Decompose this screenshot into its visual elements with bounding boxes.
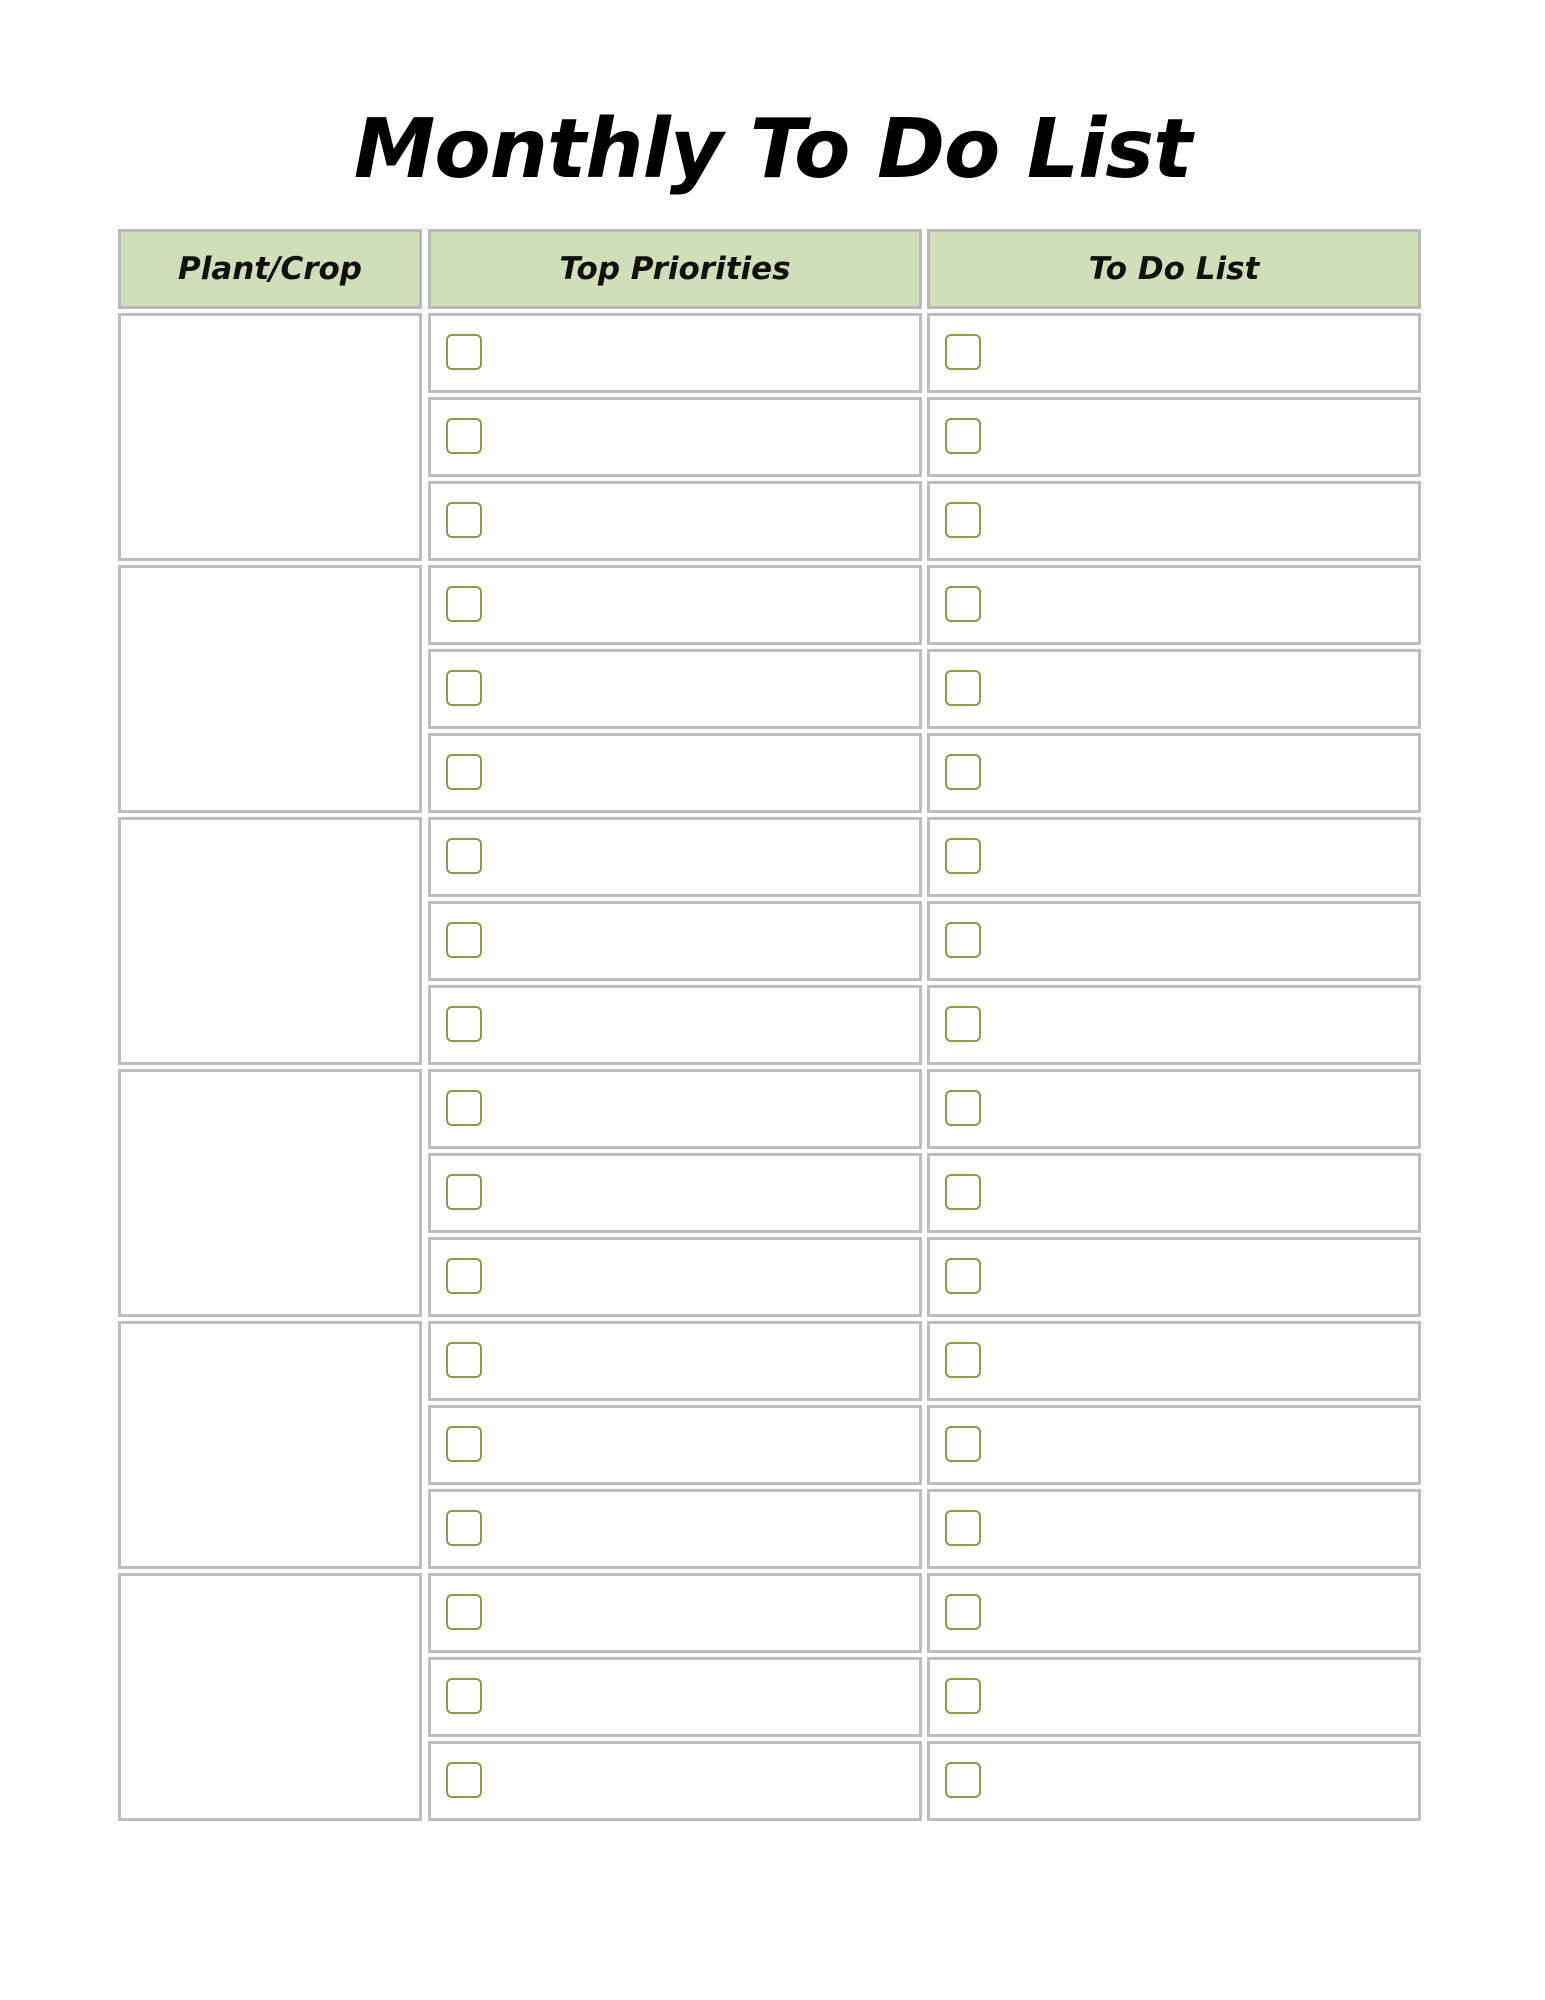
top-priority-checkbox[interactable] <box>446 1342 482 1378</box>
to-do-checkbox[interactable] <box>945 1762 981 1798</box>
top-priority-checkbox[interactable] <box>446 838 482 874</box>
top-priority-checkbox[interactable] <box>446 670 482 706</box>
top-priority-row[interactable] <box>428 985 922 1065</box>
top-priority-checkbox[interactable] <box>446 1678 482 1714</box>
to-do-checkbox[interactable] <box>945 1594 981 1630</box>
top-priority-checkbox[interactable] <box>446 754 482 790</box>
to-do-checkbox[interactable] <box>945 1678 981 1714</box>
to-do-checkbox[interactable] <box>945 1174 981 1210</box>
top-priority-row[interactable] <box>428 1237 922 1317</box>
top-priority-row[interactable] <box>428 1405 922 1485</box>
to-do-checkbox[interactable] <box>945 418 981 454</box>
top-priority-row[interactable] <box>428 649 922 729</box>
top-priority-row[interactable] <box>428 1321 922 1401</box>
to-do-checkbox[interactable] <box>945 1426 981 1462</box>
top-priority-row[interactable] <box>428 1153 922 1233</box>
top-priority-checkbox[interactable] <box>446 1258 482 1294</box>
top-priority-row[interactable] <box>428 397 922 477</box>
plant-crop-cell[interactable] <box>118 817 422 1065</box>
to-do-checkbox[interactable] <box>945 922 981 958</box>
top-priority-checkbox[interactable] <box>446 1090 482 1126</box>
top-priority-row[interactable] <box>428 1489 922 1569</box>
top-priority-row[interactable] <box>428 1573 922 1653</box>
column-header-to-do-list: To Do List <box>927 229 1421 309</box>
plant-crop-cell[interactable] <box>118 565 422 813</box>
top-priority-row[interactable] <box>428 1069 922 1149</box>
top-priority-row[interactable] <box>428 817 922 897</box>
to-do-row[interactable] <box>927 1657 1421 1737</box>
top-priority-checkbox[interactable] <box>446 922 482 958</box>
to-do-row[interactable] <box>927 649 1421 729</box>
to-do-row[interactable] <box>927 1741 1421 1821</box>
top-priority-row[interactable] <box>428 901 922 981</box>
top-priority-row[interactable] <box>428 481 922 561</box>
top-priority-row[interactable] <box>428 565 922 645</box>
top-priority-row[interactable] <box>428 1741 922 1821</box>
top-priority-row[interactable] <box>428 313 922 393</box>
to-do-checkbox[interactable] <box>945 838 981 874</box>
plant-crop-cell[interactable] <box>118 1069 422 1317</box>
top-priority-checkbox[interactable] <box>446 1006 482 1042</box>
top-priority-row[interactable] <box>428 733 922 813</box>
top-priority-row[interactable] <box>428 1657 922 1737</box>
to-do-row[interactable] <box>927 1405 1421 1485</box>
to-do-checkbox[interactable] <box>945 1510 981 1546</box>
top-priority-checkbox[interactable] <box>446 1762 482 1798</box>
top-priority-checkbox[interactable] <box>446 1174 482 1210</box>
to-do-checkbox[interactable] <box>945 1342 981 1378</box>
top-priority-checkbox[interactable] <box>446 1594 482 1630</box>
top-priority-checkbox[interactable] <box>446 334 482 370</box>
to-do-row[interactable] <box>927 1069 1421 1149</box>
to-do-checkbox[interactable] <box>945 502 981 538</box>
to-do-row[interactable] <box>927 481 1421 561</box>
plant-crop-cell[interactable] <box>118 313 422 561</box>
to-do-row[interactable] <box>927 397 1421 477</box>
to-do-checkbox[interactable] <box>945 1006 981 1042</box>
top-priority-checkbox[interactable] <box>446 586 482 622</box>
to-do-row[interactable] <box>927 985 1421 1065</box>
top-priority-checkbox[interactable] <box>446 502 482 538</box>
to-do-row[interactable] <box>927 565 1421 645</box>
to-do-checkbox[interactable] <box>945 1090 981 1126</box>
plant-crop-cell[interactable] <box>118 1321 422 1569</box>
to-do-row[interactable] <box>927 1153 1421 1233</box>
to-do-row[interactable] <box>927 1573 1421 1653</box>
column-header-top-priorities: Top Priorities <box>428 229 922 309</box>
to-do-row[interactable] <box>927 733 1421 813</box>
to-do-row[interactable] <box>927 1489 1421 1569</box>
to-do-checkbox[interactable] <box>945 670 981 706</box>
plant-crop-cell[interactable] <box>118 1573 422 1821</box>
to-do-row[interactable] <box>927 901 1421 981</box>
to-do-row[interactable] <box>927 817 1421 897</box>
top-priority-checkbox[interactable] <box>446 1510 482 1546</box>
column-header-plant-crop: Plant/Crop <box>118 229 422 309</box>
top-priority-checkbox[interactable] <box>446 1426 482 1462</box>
top-priority-checkbox[interactable] <box>446 418 482 454</box>
to-do-row[interactable] <box>927 1321 1421 1401</box>
to-do-row[interactable] <box>927 1237 1421 1317</box>
to-do-checkbox[interactable] <box>945 1258 981 1294</box>
page-title: Monthly To Do List <box>353 102 1192 197</box>
to-do-checkbox[interactable] <box>945 334 981 370</box>
to-do-checkbox[interactable] <box>945 586 981 622</box>
to-do-checkbox[interactable] <box>945 754 981 790</box>
to-do-row[interactable] <box>927 313 1421 393</box>
